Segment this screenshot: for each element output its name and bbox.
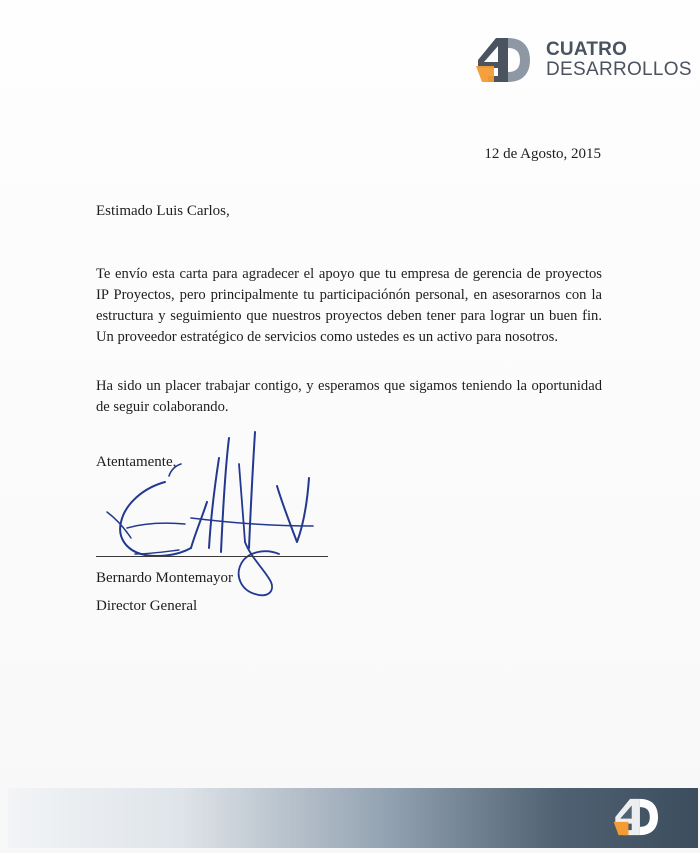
letter-paragraph-2: Ha sido un placer trabajar contigo, y esperamos que sigamos teniendo la oportunidad de seguir colaborando. [96, 378, 602, 415]
signer-name: Bernardo Montemayor [96, 570, 234, 586]
brand-line1: CUATRO [546, 39, 628, 60]
brand-name [546, 40, 692, 80]
letter-paragraph-1: Te envío esta carta para agradecer el apoyo que tu empresa de gerencia de proyectos IP Proyectos, pero principalmente tu participaciónón personal, en asesorarnos con la estructura y seguimiento que nuestros proyectos deben tener para lograr un buen fin. Un proveedor estratégico de servicios como ustedes es un activo para nosotros. [96, 266, 602, 345]
letter-date: 12 de Agosto, 2015 [484, 146, 601, 162]
cuatro-desarrollos-mark-icon [612, 797, 658, 837]
brand-line2: DESARROLLOS [546, 59, 692, 80]
letter-closing: Atentamente, [96, 454, 177, 470]
company-logo [474, 36, 692, 86]
letter-greeting: Estimado Luis Carlos, [96, 203, 230, 219]
signer-title: Director General [96, 598, 198, 614]
cuatro-desarrollos-logo-icon [474, 36, 530, 84]
footer-band [8, 788, 698, 848]
signature-line [96, 556, 328, 557]
